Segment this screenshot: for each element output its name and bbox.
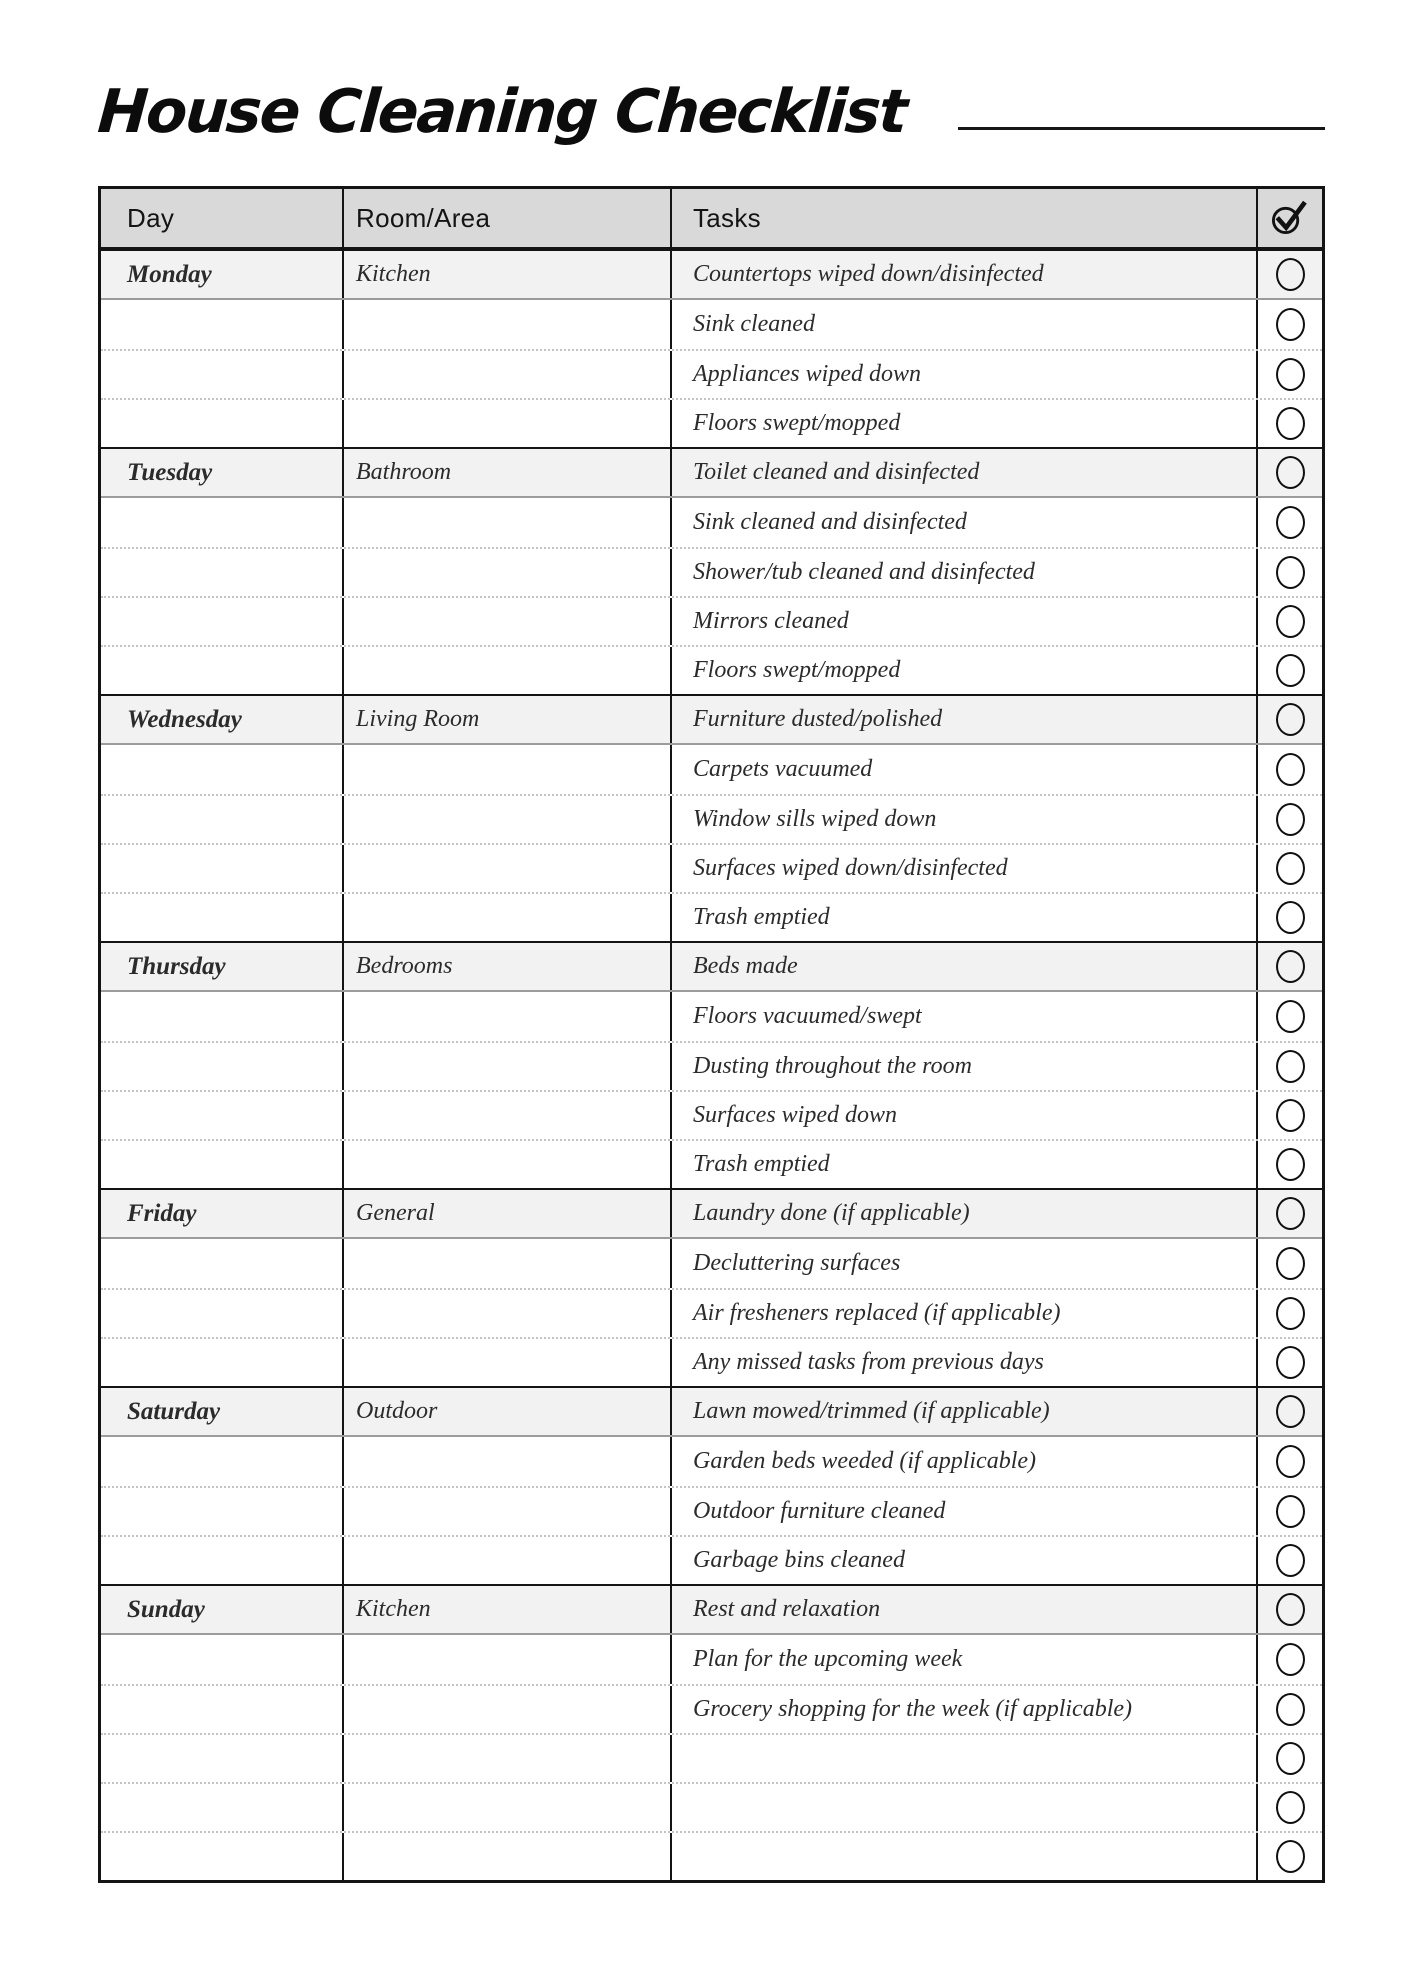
checkbox-circle-icon[interactable] bbox=[1276, 1593, 1305, 1626]
task-cell bbox=[672, 1339, 1258, 1386]
day-cell bbox=[101, 745, 344, 794]
table-row bbox=[101, 1288, 1322, 1337]
day-label: Thursday bbox=[127, 952, 226, 980]
checkbox-circle-icon[interactable] bbox=[1276, 456, 1305, 489]
day-cell bbox=[101, 400, 344, 447]
task-label: Floors swept/mopped bbox=[693, 657, 901, 683]
day-cell bbox=[101, 992, 344, 1041]
header-label-room: Room/Area bbox=[356, 202, 491, 233]
room-cell bbox=[344, 400, 672, 447]
room-cell bbox=[344, 894, 672, 941]
task-cell bbox=[672, 449, 1258, 496]
task-label: Countertops wiped down/disinfected bbox=[693, 261, 1044, 287]
checkbox-circle-icon[interactable] bbox=[1276, 506, 1305, 539]
checkbox-circle-icon[interactable] bbox=[1276, 358, 1305, 391]
task-label: Appliances wiped down bbox=[693, 361, 921, 387]
day-cell bbox=[101, 449, 344, 496]
table-row bbox=[101, 1586, 1322, 1635]
room-cell bbox=[344, 1686, 672, 1733]
day-cell bbox=[101, 1092, 344, 1139]
check-cell bbox=[1258, 1784, 1322, 1831]
room-cell bbox=[344, 1784, 672, 1831]
room-cell bbox=[344, 1833, 672, 1880]
header-label-tasks: Tasks bbox=[693, 202, 761, 233]
check-cell bbox=[1258, 1239, 1322, 1288]
task-label: Furniture dusted/polished bbox=[693, 706, 943, 732]
checkbox-circle-icon[interactable] bbox=[1276, 1643, 1305, 1676]
check-cell bbox=[1258, 1537, 1322, 1584]
check-cell bbox=[1258, 1635, 1322, 1684]
task-cell bbox=[672, 1586, 1258, 1633]
check-cell bbox=[1258, 300, 1322, 349]
header-cell-room bbox=[344, 189, 672, 247]
task-label: Garden beds weeded (if applicable) bbox=[693, 1448, 1037, 1474]
check-cell bbox=[1258, 400, 1322, 447]
task-cell bbox=[672, 400, 1258, 447]
check-cell bbox=[1258, 647, 1322, 694]
checkbox-circle-icon[interactable] bbox=[1276, 1297, 1305, 1330]
checkbox-circle-icon[interactable] bbox=[1276, 1395, 1305, 1428]
day-cell bbox=[101, 1488, 344, 1535]
task-label: Shower/tub cleaned and disinfected bbox=[693, 559, 1035, 585]
title-underline bbox=[958, 127, 1326, 130]
day-group bbox=[101, 694, 1322, 941]
room-label: Bedrooms bbox=[356, 953, 453, 979]
task-cell bbox=[672, 549, 1258, 596]
table-row bbox=[101, 1437, 1322, 1486]
checkbox-circle-icon[interactable] bbox=[1276, 556, 1305, 589]
day-cell bbox=[101, 1437, 344, 1486]
room-label: Living Room bbox=[356, 706, 480, 732]
day-group bbox=[101, 447, 1322, 694]
checklist-table bbox=[98, 186, 1325, 1883]
table-row bbox=[101, 596, 1322, 645]
task-cell bbox=[672, 696, 1258, 743]
check-cell bbox=[1258, 251, 1322, 298]
check-cell bbox=[1258, 1586, 1322, 1633]
check-cell bbox=[1258, 1833, 1322, 1880]
day-group bbox=[101, 1386, 1322, 1584]
checkbox-circle-icon[interactable] bbox=[1276, 1247, 1305, 1280]
table-row bbox=[101, 498, 1322, 547]
day-cell bbox=[101, 1043, 344, 1090]
task-cell bbox=[672, 300, 1258, 349]
day-label: Saturday bbox=[127, 1397, 221, 1425]
task-cell bbox=[672, 845, 1258, 892]
task-cell bbox=[672, 894, 1258, 941]
task-cell bbox=[672, 1735, 1258, 1782]
room-cell bbox=[344, 647, 672, 694]
room-label: Kitchen bbox=[356, 261, 431, 287]
check-cell bbox=[1258, 1388, 1322, 1435]
table-row bbox=[101, 1635, 1322, 1684]
task-cell bbox=[672, 745, 1258, 794]
day-cell bbox=[101, 251, 344, 298]
room-label: Kitchen bbox=[356, 1596, 431, 1622]
task-cell bbox=[672, 1388, 1258, 1435]
task-cell bbox=[672, 1784, 1258, 1831]
task-label: Floors vacuumed/swept bbox=[693, 1003, 922, 1029]
table-row bbox=[101, 892, 1322, 941]
check-cell bbox=[1258, 351, 1322, 398]
task-cell bbox=[672, 1686, 1258, 1733]
room-cell bbox=[344, 300, 672, 349]
room-cell bbox=[344, 1339, 672, 1386]
checkbox-circle-icon[interactable] bbox=[1276, 1197, 1305, 1230]
page-content bbox=[95, 40, 1325, 1883]
room-cell bbox=[344, 1141, 672, 1188]
task-cell bbox=[672, 647, 1258, 694]
day-cell bbox=[101, 1537, 344, 1584]
check-cell bbox=[1258, 992, 1322, 1041]
day-cell bbox=[101, 647, 344, 694]
task-cell bbox=[672, 1141, 1258, 1188]
day-label: Friday bbox=[127, 1199, 197, 1227]
table-row bbox=[101, 1239, 1322, 1288]
check-cell bbox=[1258, 1190, 1322, 1237]
checklist-body bbox=[101, 249, 1322, 1880]
checkbox-circle-icon[interactable] bbox=[1276, 1099, 1305, 1132]
table-row bbox=[101, 794, 1322, 843]
checkbox-circle-icon[interactable] bbox=[1276, 703, 1305, 736]
checkbox-circle-icon[interactable] bbox=[1276, 1693, 1305, 1726]
check-cell bbox=[1258, 1686, 1322, 1733]
task-label: Rest and relaxation bbox=[693, 1596, 881, 1622]
header-cell-tasks bbox=[672, 189, 1258, 247]
room-cell bbox=[344, 1635, 672, 1684]
day-cell bbox=[101, 1784, 344, 1831]
task-label: Plan for the upcoming week bbox=[693, 1646, 963, 1672]
checkbox-circle-icon[interactable] bbox=[1276, 1791, 1305, 1824]
room-cell bbox=[344, 845, 672, 892]
task-label: Garbage bins cleaned bbox=[693, 1547, 905, 1573]
room-cell bbox=[344, 1586, 672, 1633]
check-cell bbox=[1258, 796, 1322, 843]
task-label: Sink cleaned bbox=[693, 311, 815, 337]
check-cell bbox=[1258, 943, 1322, 990]
room-cell bbox=[344, 696, 672, 743]
room-cell bbox=[344, 498, 672, 547]
checkbox-circle-icon[interactable] bbox=[1276, 1742, 1305, 1775]
room-cell bbox=[344, 549, 672, 596]
day-group bbox=[101, 249, 1322, 447]
table-row bbox=[101, 547, 1322, 596]
table-row bbox=[101, 1337, 1322, 1386]
check-cell bbox=[1258, 1437, 1322, 1486]
task-cell bbox=[672, 943, 1258, 990]
task-cell bbox=[672, 992, 1258, 1041]
room-cell bbox=[344, 351, 672, 398]
task-cell bbox=[672, 1190, 1258, 1237]
day-cell bbox=[101, 943, 344, 990]
task-label: Surfaces wiped down/disinfected bbox=[693, 855, 1008, 881]
room-cell bbox=[344, 1092, 672, 1139]
table-row bbox=[101, 1782, 1322, 1831]
day-cell bbox=[101, 598, 344, 645]
room-cell bbox=[344, 1190, 672, 1237]
room-label: General bbox=[356, 1200, 435, 1226]
task-cell bbox=[672, 498, 1258, 547]
task-label: Trash emptied bbox=[693, 1151, 830, 1177]
check-cell bbox=[1258, 745, 1322, 794]
room-cell bbox=[344, 745, 672, 794]
check-cell bbox=[1258, 1488, 1322, 1535]
table-row bbox=[101, 745, 1322, 794]
task-label: Mirrors cleaned bbox=[693, 608, 849, 634]
room-cell bbox=[344, 796, 672, 843]
check-cell bbox=[1258, 449, 1322, 496]
checkbox-circle-icon[interactable] bbox=[1276, 950, 1305, 983]
day-label: Tuesday bbox=[127, 458, 213, 486]
task-label: Decluttering surfaces bbox=[693, 1250, 901, 1276]
day-cell bbox=[101, 351, 344, 398]
room-cell bbox=[344, 1239, 672, 1288]
checkbox-circle-icon[interactable] bbox=[1276, 1148, 1305, 1181]
checkbox-circle-icon[interactable] bbox=[1276, 605, 1305, 638]
checkbox-circle-icon[interactable] bbox=[1276, 753, 1305, 786]
day-label: Wednesday bbox=[127, 705, 242, 733]
table-row bbox=[101, 1139, 1322, 1188]
task-cell bbox=[672, 1043, 1258, 1090]
check-cell bbox=[1258, 1290, 1322, 1337]
check-cell bbox=[1258, 598, 1322, 645]
header-label-day: Day bbox=[127, 202, 175, 233]
room-cell bbox=[344, 1437, 672, 1486]
table-row bbox=[101, 696, 1322, 745]
day-cell bbox=[101, 1339, 344, 1386]
day-cell bbox=[101, 1586, 344, 1633]
room-cell bbox=[344, 1043, 672, 1090]
room-cell bbox=[344, 1290, 672, 1337]
task-cell bbox=[672, 796, 1258, 843]
task-label: Carpets vacuumed bbox=[693, 756, 873, 782]
day-cell bbox=[101, 1735, 344, 1782]
task-label: Surfaces wiped down bbox=[693, 1102, 897, 1128]
title-block bbox=[95, 40, 1325, 147]
checkbox-circle-icon[interactable] bbox=[1276, 1346, 1305, 1379]
room-cell bbox=[344, 1537, 672, 1584]
task-label: Air fresheners replaced (if applicable) bbox=[693, 1300, 1061, 1326]
checkbox-circle-icon[interactable] bbox=[1276, 1495, 1305, 1528]
task-label: Dusting throughout the room bbox=[693, 1053, 972, 1079]
table-row bbox=[101, 1486, 1322, 1535]
table-row bbox=[101, 1190, 1322, 1239]
table-row bbox=[101, 349, 1322, 398]
room-cell bbox=[344, 1735, 672, 1782]
check-cell bbox=[1258, 845, 1322, 892]
table-row bbox=[101, 1831, 1322, 1880]
day-cell bbox=[101, 1388, 344, 1435]
table-header-row bbox=[101, 189, 1322, 249]
task-label: Window sills wiped down bbox=[693, 806, 937, 832]
checkbox-circle-icon[interactable] bbox=[1276, 407, 1305, 440]
checkbox-circle-icon[interactable] bbox=[1276, 654, 1305, 687]
day-cell bbox=[101, 1686, 344, 1733]
day-group bbox=[101, 1188, 1322, 1386]
check-cell bbox=[1258, 1092, 1322, 1139]
task-label: Grocery shopping for the week (if applicable) bbox=[693, 1696, 1133, 1722]
table-row bbox=[101, 398, 1322, 447]
check-cell bbox=[1258, 1735, 1322, 1782]
room-cell bbox=[344, 992, 672, 1041]
page-title: House Cleaning Checklist bbox=[95, 77, 908, 147]
day-cell bbox=[101, 1833, 344, 1880]
header-cell-day bbox=[101, 189, 344, 247]
checkbox-circle-icon[interactable] bbox=[1276, 852, 1305, 885]
checkbox-circle-icon[interactable] bbox=[1276, 258, 1305, 291]
task-label: Laundry done (if applicable) bbox=[693, 1200, 970, 1226]
table-row bbox=[101, 1388, 1322, 1437]
task-label: Beds made bbox=[693, 953, 798, 979]
table-row bbox=[101, 645, 1322, 694]
day-cell bbox=[101, 549, 344, 596]
check-cell bbox=[1258, 498, 1322, 547]
task-label: Outdoor furniture cleaned bbox=[693, 1498, 946, 1524]
task-cell bbox=[672, 598, 1258, 645]
table-row bbox=[101, 1684, 1322, 1733]
table-row bbox=[101, 943, 1322, 992]
day-cell bbox=[101, 845, 344, 892]
day-group bbox=[101, 1584, 1322, 1880]
room-cell bbox=[344, 943, 672, 990]
day-cell bbox=[101, 300, 344, 349]
task-cell bbox=[672, 1488, 1258, 1535]
checkbox-circle-icon[interactable] bbox=[1276, 901, 1305, 934]
task-cell bbox=[672, 251, 1258, 298]
room-cell bbox=[344, 1388, 672, 1435]
room-cell bbox=[344, 598, 672, 645]
task-label: Any missed tasks from previous days bbox=[693, 1349, 1044, 1375]
table-row bbox=[101, 1041, 1322, 1090]
table-row bbox=[101, 1535, 1322, 1584]
task-cell bbox=[672, 1537, 1258, 1584]
day-cell bbox=[101, 1290, 344, 1337]
task-cell bbox=[672, 1635, 1258, 1684]
table-row bbox=[101, 1090, 1322, 1139]
table-row bbox=[101, 449, 1322, 498]
room-label: Outdoor bbox=[356, 1398, 438, 1424]
table-row bbox=[101, 843, 1322, 892]
room-cell bbox=[344, 251, 672, 298]
day-label: Sunday bbox=[127, 1595, 205, 1623]
task-cell bbox=[672, 1092, 1258, 1139]
day-cell bbox=[101, 1635, 344, 1684]
table-row bbox=[101, 251, 1322, 300]
day-cell bbox=[101, 1141, 344, 1188]
task-label: Floors swept/mopped bbox=[693, 410, 901, 436]
table-row bbox=[101, 1733, 1322, 1782]
day-cell bbox=[101, 1239, 344, 1288]
check-cell bbox=[1258, 894, 1322, 941]
day-cell bbox=[101, 498, 344, 547]
day-cell bbox=[101, 1190, 344, 1237]
check-cell bbox=[1258, 1043, 1322, 1090]
check-cell bbox=[1258, 549, 1322, 596]
day-cell bbox=[101, 696, 344, 743]
task-cell bbox=[672, 1437, 1258, 1486]
checkbox-circle-icon[interactable] bbox=[1276, 803, 1305, 836]
day-cell bbox=[101, 796, 344, 843]
table-row bbox=[101, 992, 1322, 1041]
check-cell bbox=[1258, 696, 1322, 743]
day-label: Monday bbox=[127, 260, 212, 288]
task-label: Trash emptied bbox=[693, 904, 830, 930]
room-cell bbox=[344, 1488, 672, 1535]
task-label: Toilet cleaned and disinfected bbox=[693, 459, 980, 485]
checkbox-circle-icon[interactable] bbox=[1276, 1050, 1305, 1083]
checkbox-circle-icon[interactable] bbox=[1276, 1840, 1305, 1873]
checkbox-circle-icon[interactable] bbox=[1276, 1544, 1305, 1577]
day-group bbox=[101, 941, 1322, 1188]
task-label: Sink cleaned and disinfected bbox=[693, 509, 967, 535]
task-cell bbox=[672, 1290, 1258, 1337]
check-cell bbox=[1258, 1141, 1322, 1188]
header-cell-check bbox=[1258, 189, 1322, 247]
checked-circle-icon bbox=[1270, 195, 1310, 237]
checkbox-circle-icon[interactable] bbox=[1276, 1000, 1305, 1033]
checkbox-circle-icon[interactable] bbox=[1276, 308, 1305, 341]
task-cell bbox=[672, 1239, 1258, 1288]
check-cell bbox=[1258, 1339, 1322, 1386]
task-label: Lawn mowed/trimmed (if applicable) bbox=[693, 1398, 1050, 1424]
room-cell bbox=[344, 449, 672, 496]
room-label: Bathroom bbox=[356, 459, 452, 485]
task-cell bbox=[672, 1833, 1258, 1880]
day-cell bbox=[101, 894, 344, 941]
task-cell bbox=[672, 351, 1258, 398]
checkbox-circle-icon[interactable] bbox=[1276, 1445, 1305, 1478]
table-row bbox=[101, 300, 1322, 349]
